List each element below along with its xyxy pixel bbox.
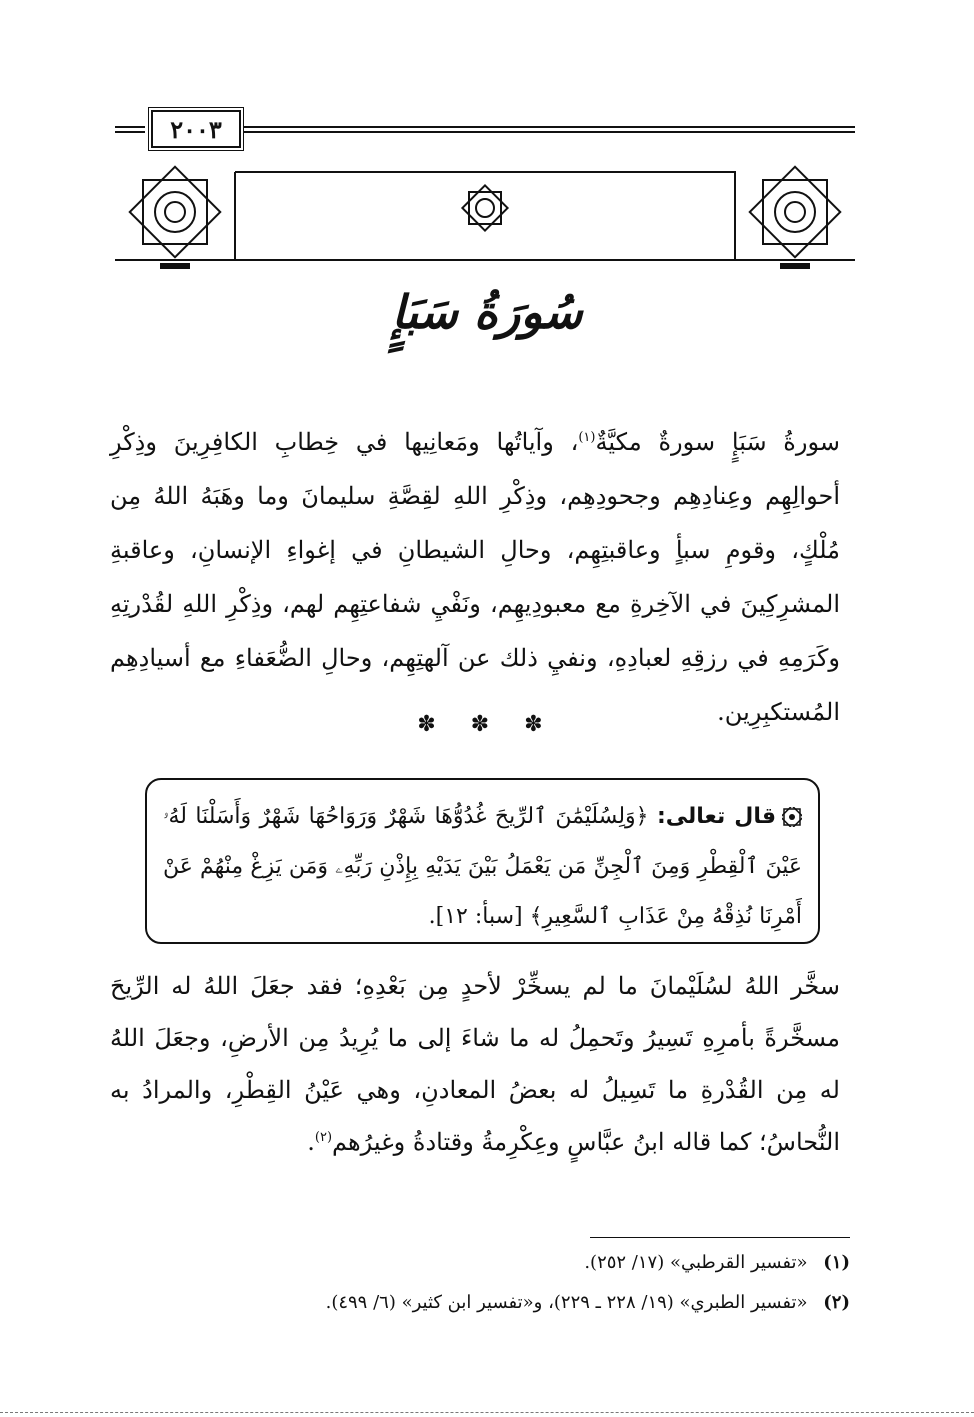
commentary-text: سخَّر اللهُ لسُلَيْمانَ ما لم يسخِّرْ لأحدٍ مِن بَعْدِهِ؛ فقد جعَلَ اللهُ له الرِّيحَ مسخَّرةً بأمرِهِ تَسِيرُ وتَحمِلُ له ما شاءَ إلى ما يُرِيدُ مِن الأرضِ، وجعَلَ اللهُ له مِن القُدْرةِ ما تَسِيلُ له بعضُ المعادنِ، وهي عَيْنُ القِطْرِ، والمرادُ به النُّحاسُ؛ كما قاله ابنُ عبَّاسٍ وعِكْرِمةُ وقتادةُ وغيرُهم <box>110 972 840 1156</box>
page-number-rule-left <box>115 126 145 133</box>
footnote-number: (١) <box>823 1252 850 1273</box>
page-number: ٢٠٠٣ <box>151 110 241 148</box>
star-ornament-left-icon <box>130 167 221 258</box>
surah-title: سُورَةُ سَبَإٍ <box>391 285 583 339</box>
footnote-ref-2[interactable]: (٢) <box>314 1130 333 1145</box>
intro-paragraph <box>110 415 840 739</box>
verse-reference: [سبأ: ١٢]. <box>428 904 523 929</box>
footnote-1 <box>110 1250 850 1276</box>
commentary-end: . <box>307 1128 315 1156</box>
footnote-text: «تفسير القرطبي» (١٧/ ٢٥٢). <box>584 1252 808 1273</box>
footnote-ref-1[interactable]: (١) <box>578 430 596 445</box>
verse-marker-icon <box>782 807 802 827</box>
verse-box <box>145 778 820 944</box>
scan-edge-rule <box>0 1412 974 1413</box>
ornament-bar-right <box>780 263 810 269</box>
verse-text <box>163 792 802 942</box>
star-ornament-center-icon <box>462 185 507 230</box>
intro-text-rest: ، وآياتُها ومَعانِيها في خِطابِ الكافِرِينَ وذِكْرِ أحوالِهِم وعِنادِهِم وجحودِهِم، وذِكْرِ اللهِ لقِصَّةِ سليمانَ وما وهَبَهُ اللهُ مِن مُلْكٍ، وقومِ سبأٍ وعاقبتِهِم، وحالِ الشيطانِ في إغواءِ الإنسانِ، وعاقبةِ المشرِكِينَ في الآخِرةِ مع معبودِيهِم، ونَفْيِ شفاعتِهِم لهم، وذِكْرِ اللهِ لقُدْرتِهِ وكَرَمِهِ في رزقِهِ لعبادِهِ، ونفيِ ذلك عن آلهتِهِم، وحالِ الضُّعَفاءِ مع أسيادِهِم المُستكبِرِين. <box>110 428 840 726</box>
commentary-paragraph <box>110 960 840 1168</box>
section-separator: ✽ ✽ ✽ <box>417 712 557 737</box>
page-number-rule-right <box>243 126 855 133</box>
page-number-row <box>115 110 855 156</box>
footnote-text: «تفسير الطبري» (١٩/ ٢٢٨ ـ ٢٢٩)، و«تفسير ابن كثير» (٦/ ٤٩٩). <box>325 1292 808 1313</box>
footnote-2 <box>110 1290 850 1316</box>
surah-header-ornament <box>115 160 855 275</box>
verse-intro: قال تعالى: <box>656 804 777 829</box>
footnote-number: (٢) <box>823 1292 850 1313</box>
footnote-divider <box>590 1237 850 1238</box>
intro-text-start: سورةُ سَبَإٍ سورةٌ مكيَّةٌ <box>595 428 840 456</box>
star-ornament-right-icon <box>750 167 841 258</box>
ornament-bar-left <box>160 263 190 269</box>
quran-verse: ﴿وَلِسُلَيْمَٰنَ ٱلرِّيحَ غُدُوُّهَا شَهْرٌ وَرَوَاحُهَا شَهْرٌ وَأَسَلْنَا لَهُۥ عَيْنَ ٱلْقِطْرِ وَمِنَ ٱلْجِنِّ مَن يَعْمَلُ بَيْنَ يَدَيْهِ بِإِذْنِ رَبِّهِۦ وَمَن يَزِغْ مِنْهُمْ عَنْ أَمْرِنَا نُذِقْهُ مِنْ عَذَابِ ٱلسَّعِيرِ﴾ <box>163 804 802 929</box>
